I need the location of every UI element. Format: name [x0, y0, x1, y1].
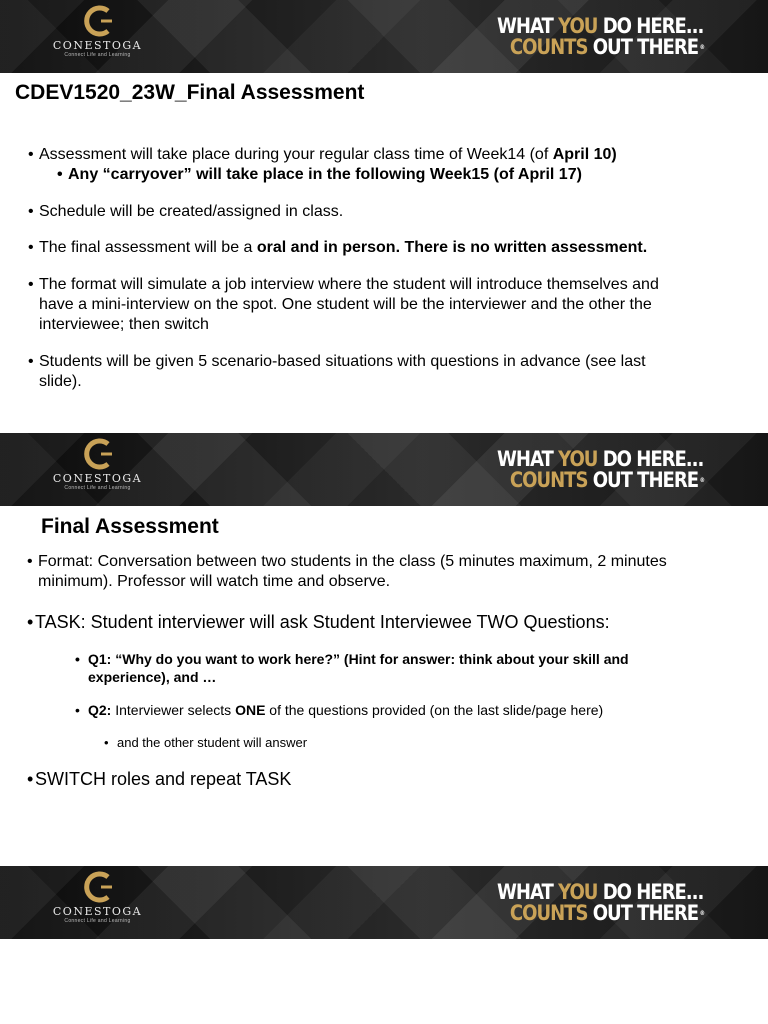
banner-3: [0, 866, 768, 939]
logo-name: CONESTOGA: [52, 472, 143, 485]
logo-name: CONESTOGA: [52, 905, 143, 918]
logo-tagline: Connect Life and Learning: [64, 485, 131, 491]
logo-c-icon: [81, 437, 115, 471]
logo-c-icon: [81, 4, 115, 38]
slogan: WHAT YOU DO HERE... COUNTS OUT THERE ®: [497, 447, 704, 492]
conestoga-logo: [40, 870, 155, 934]
slogan: WHAT YOU DO HERE... COUNTS OUT THERE ®: [497, 14, 704, 59]
banner-1: [0, 0, 768, 73]
logo-tagline: Connect Life and Learning: [64, 918, 131, 924]
slide2-title: Final Assessment: [41, 515, 219, 538]
logo-tagline: Connect Life and Learning: [64, 52, 131, 58]
slogan: WHAT YOU DO HERE... COUNTS OUT THERE ®: [497, 880, 704, 925]
logo-name: CONESTOGA: [52, 39, 143, 52]
conestoga-logo: [40, 437, 155, 501]
conestoga-logo: [40, 4, 155, 68]
banner-2: [0, 433, 768, 506]
logo-c-icon: [81, 870, 115, 904]
slide1-title: CDEV1520_23W_Final Assessment: [15, 81, 365, 104]
